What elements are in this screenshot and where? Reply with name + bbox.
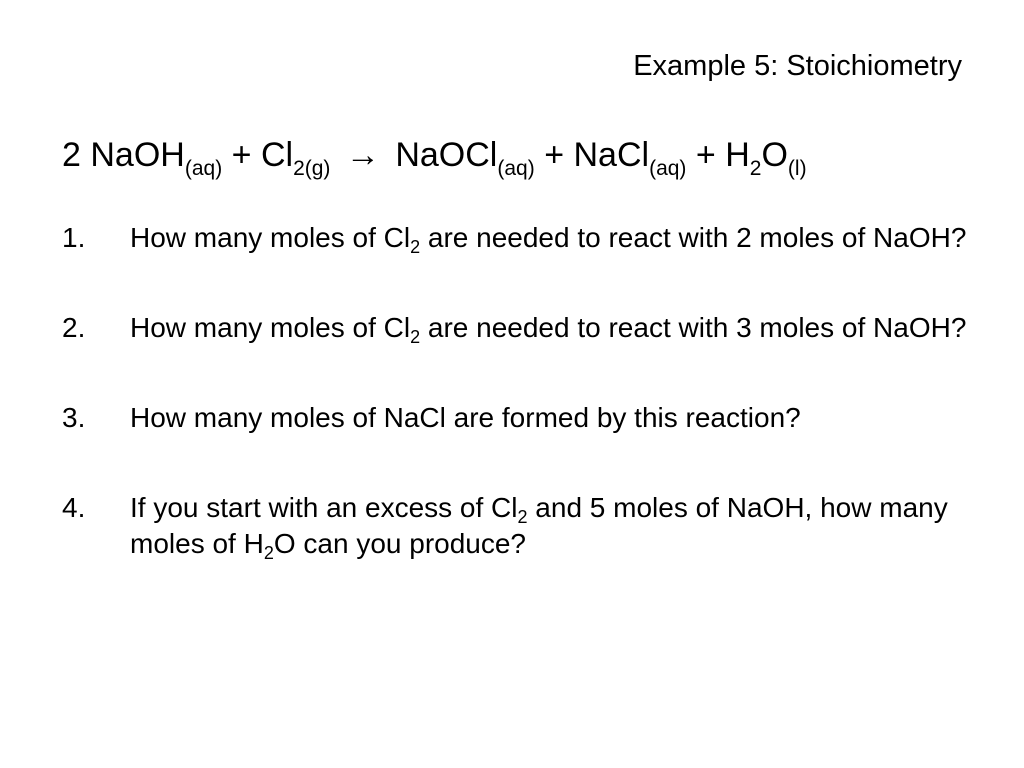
question-subscript: 2 <box>517 507 528 527</box>
question-text-rest: O can you produce? <box>273 528 527 559</box>
question-number: 4. <box>62 492 86 523</box>
question-text: How many moles of Cl <box>130 312 411 343</box>
question-text-rest: are needed to react with 2 moles of NaOH? <box>420 222 967 253</box>
equation-product-water-state: (l) <box>787 157 807 180</box>
equation-coefficient: 2 <box>62 136 81 174</box>
question-text: If you start with an excess of Cl <box>130 492 518 523</box>
equation-reactant-naoh-state: (aq) <box>184 157 223 180</box>
slide-title: Example 5: Stoichiometry <box>633 50 962 82</box>
equation-product-water-subscript: 2 <box>749 157 762 180</box>
question-text: How many moles of NaCl are formed by this reaction? <box>130 402 801 433</box>
equation-product-nacl-state: (aq) <box>649 157 687 180</box>
question-text: How many moles of Cl <box>130 222 411 253</box>
question-subscript: 2 <box>410 327 421 347</box>
equation-plus-1: + <box>231 136 252 174</box>
equation-plus-3: + <box>695 136 716 174</box>
equation-product-water-h: H <box>725 136 750 174</box>
equation-plus-2: + <box>544 136 565 174</box>
equation-reactant-naoh: NaOH <box>90 136 185 174</box>
equation-product-water-o: O <box>761 136 788 174</box>
chemical-equation <box>62 133 807 180</box>
question-number: 3. <box>62 402 86 433</box>
equation-product-naocl: NaOCl <box>395 136 498 174</box>
question-number: 1. <box>62 222 86 253</box>
equation-reactant-cl2: Cl <box>260 136 294 174</box>
reaction-arrow-icon: → <box>345 136 380 174</box>
question-item-2 <box>62 310 982 346</box>
equation-product-naocl-state: (aq) <box>497 157 535 180</box>
question-item-3 <box>62 400 982 436</box>
question-item-4 <box>62 490 982 562</box>
question-subscript: 2 <box>410 237 421 257</box>
question-subscript-2: 2 <box>263 543 274 563</box>
question-text-rest: are needed to react with 3 moles of NaOH? <box>420 312 967 343</box>
question-list <box>62 220 982 616</box>
question-number: 2. <box>62 312 86 343</box>
equation-product-nacl: NaCl <box>573 136 650 174</box>
question-text-middle: and 5 moles of NaOH, how many moles of H <box>130 492 948 559</box>
question-item-1 <box>62 220 982 256</box>
equation-reactant-cl2-subscript: 2(g) <box>293 157 331 180</box>
